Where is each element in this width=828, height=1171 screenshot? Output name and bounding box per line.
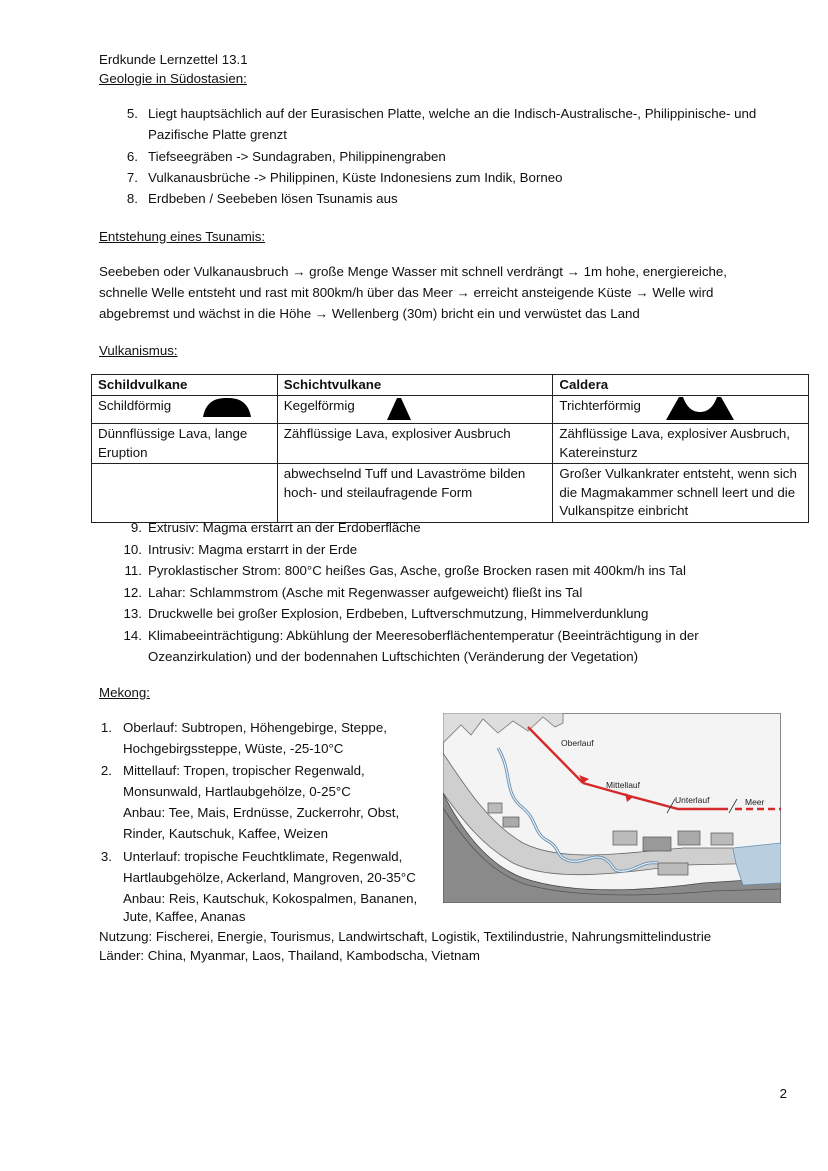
diagram-label-meer: Meer	[745, 797, 765, 807]
table-cell: Dünnflüssige Lava, lange Eruption	[92, 424, 278, 464]
table-cell: Zähflüssige Lava, explosiver Ausbruch, Katereinsturz	[553, 424, 809, 464]
section-heading-vulkanismus: Vulkanismus:	[99, 343, 178, 358]
list-item-continued: Hartlaubgehölze, Ackerland, Mangroven, 20-35°C	[123, 870, 416, 885]
table-cell: Großer Vulkankrater entsteht, wenn sich die Magmakammer schnell leert und die Vulkanspitze einbricht	[553, 464, 809, 523]
list-item-continued: Rinder, Kautschuk, Kaffee, Weizen	[123, 826, 328, 841]
list-item-continued: Jute, Kaffee, Ananas	[123, 909, 246, 924]
mekong-nutzung: Nutzung: Fischerei, Energie, Tourismus, Landwirtschaft, Logistik, Textilindustrie, Nahrungsmittelindustrie	[99, 929, 712, 944]
table-cell: Kegelförmig	[277, 396, 553, 424]
table-cell: Schildförmig	[92, 396, 278, 424]
section-heading-tsunami: Entstehung eines Tsunamis:	[99, 229, 266, 244]
table-cell: Zähflüssige Lava, explosiver Ausbruch	[277, 424, 553, 464]
table-row	[92, 464, 809, 523]
diagram-label-mittellauf: Mittellauf	[606, 780, 641, 790]
table-row	[92, 396, 809, 424]
table-header-cell: Schildvulkane	[92, 375, 278, 396]
table-cell: abwechselnd Tuff und Lavaströme bilden hoch- und steilaufragende Form	[277, 464, 553, 523]
list-item-continued: Hochgebirgssteppe, Wüste, -25-10°C	[123, 741, 344, 756]
list-item-continued: Monsunwald, Hartlaubgehölze, 0-25°C	[123, 784, 351, 799]
document-title: Erdkunde Lernzettel 13.1	[99, 52, 248, 67]
mekong-river-profile-diagram	[443, 713, 781, 903]
caldera-icon	[665, 396, 735, 420]
tsunami-text-line: schnelle Welle entsteht und rast mit 800km/h über das Meer → erreicht ansteigende Küste → Welle wird	[99, 285, 714, 300]
list-item-continued: Anbau: Reis, Kautschuk, Kokospalmen, Bananen,	[123, 891, 418, 906]
table-cell: Trichterförmig	[553, 396, 809, 424]
list-item-continued: Pazifische Platte grenzt	[148, 127, 287, 142]
stratovolcano-icon	[386, 396, 412, 420]
table-header-cell: Schichtvulkane	[277, 375, 553, 396]
shield-volcano-icon	[202, 397, 252, 417]
volcano-table	[91, 374, 809, 523]
tsunami-text-line: abgebremst und wächst in die Höhe → Wellenberg (30m) bricht ein und verwüstet das Land	[99, 306, 640, 321]
section-heading-geology: Geologie in Südostasien:	[99, 71, 247, 86]
tsunami-text-line: Seebeben oder Vulkanausbruch → große Menge Wasser mit schnell verdrängt → 1m hohe, energiereiche,	[99, 264, 727, 279]
table-cell	[92, 464, 278, 523]
list-item-continued: Anbau: Tee, Mais, Erdnüsse, Zuckerrohr, Obst,	[123, 805, 400, 820]
table-row	[92, 424, 809, 464]
table-header-row	[92, 375, 809, 396]
diagram-label-oberlauf: Oberlauf	[561, 738, 594, 748]
diagram-label-unterlauf: Unterlauf	[675, 795, 710, 805]
page-number: 2	[779, 1086, 787, 1101]
mekong-laender: Länder: China, Myanmar, Laos, Thailand, Kambodscha, Vietnam	[99, 948, 480, 963]
section-heading-mekong: Mekong:	[99, 685, 150, 700]
list-item-continued: Ozeanzirkulation) und der bodennahen Luftschichten (Veränderung der Vegetation)	[148, 649, 639, 664]
table-header-cell: Caldera	[553, 375, 809, 396]
